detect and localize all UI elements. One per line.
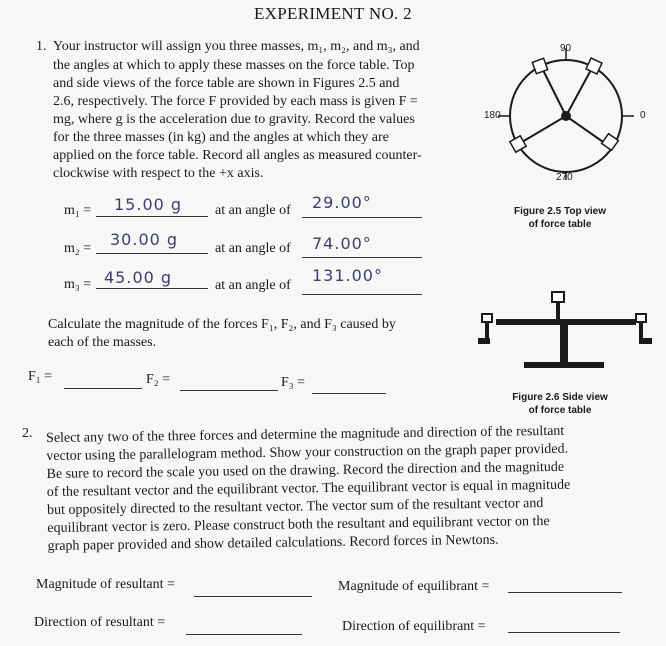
m2-angle-value[interactable]: 74.00° [312,234,372,253]
item1-line-5: mg, where g is the acceleration due to gravity. Record the values [53,112,415,127]
calc-line-1: Calculate the magnitude of the forces F₁, F₂, and F₃ caused by [48,317,396,332]
table-top [496,319,636,325]
direction-equilibrant-line[interactable] [508,632,620,633]
m2-angle-underline [302,257,422,258]
m1-value[interactable]: 15.00 g [114,195,183,214]
figure-2-5-caption [490,205,630,231]
m2-underline [96,253,208,254]
m3-label: m₃ = [64,277,92,292]
string-3 [522,116,566,142]
side-pulley-right [636,314,646,322]
angle-270-label: 270 [556,172,573,183]
m1-angle-value[interactable]: 29.00° [312,193,372,212]
f1-label: F₁ = [28,369,53,384]
f1-answer-line[interactable] [64,388,142,389]
figure-2-6-caption [490,391,630,417]
pulley-2 [602,134,619,151]
table-base [524,362,604,368]
force-table-top-view [476,40,652,190]
direction-equilibrant-label: Direction of equilibrant = [342,619,486,634]
m3-angle-underline [302,294,422,295]
angle-0-label: 0 [640,110,646,121]
f2-label: F₂ = [146,372,171,387]
m2-value[interactable]: 30.00 g [110,230,179,249]
item1-line-2: the angles at which to apply these masses on the force table. Top [53,58,415,73]
force-table-side-view [474,286,654,382]
figure-2-5-caption-line2: of force table [528,219,592,230]
m3-angle-value[interactable]: 131.00° [312,266,383,285]
item1-line-8: clockwise with respect to the +x axis. [53,166,264,181]
direction-resultant-label: Direction of resultant = [34,615,166,630]
m2-angle-label: at an angle of [215,241,291,256]
string-4 [566,68,592,116]
pulley-1 [532,58,547,73]
angle-180-label: 180 [484,110,501,121]
item2-number: 2. [22,426,33,441]
item2-line-7: graph paper provided and show detailed calculations. Record forces in Newtons. [47,532,499,554]
item1-line-3: and side views of the force table are shown in Figures 2.5 and [53,76,400,91]
m1-label: m₁ = [64,203,92,218]
item2-line-3: Be sure to record the scale you used on the drawing. Record the direction and the magnitude [46,459,565,482]
figure-2-6-caption-line1: Figure 2.6 Side view [512,392,608,403]
m3-underline [96,288,208,289]
table-leg [560,325,568,363]
m1-angle-underline [302,217,422,218]
item2-line-5: but oppositely directed to the resultant vector. The vector sum of the resultant vector and [47,496,544,518]
item2-text-block [46,422,648,560]
item1-line-1: Your instructor will assign you three masses, m₁, m₂, and m₃, and [53,39,420,54]
item2-line-4: of the resultant vector and the equilibrant vector. The equilibrant vector is equal in magnitude [46,477,571,500]
item1-line-7: applied on the force table. Record all angles as measured counter- [53,148,422,163]
item1-number: 1. [36,39,47,54]
angle-90-label: 90 [560,43,572,54]
hanging-mass-left [478,338,490,344]
pulley-3 [510,136,526,152]
f3-label: F₃ = [281,375,306,390]
magnitude-equilibrant-line[interactable] [508,592,622,593]
side-pulley-left [482,314,492,322]
magnitude-resultant-label: Magnitude of resultant = [36,577,175,592]
item1-line-4: 2.6, respectively. The force F provided by each mass is given F = [53,94,418,109]
item1-line-6: for the three masses (in kg) and the angles at which they are [53,130,389,145]
item2-line-1: Select any two of the three forces and determine the magnitude and direction of the resultant [46,423,565,446]
figure-2-6-caption-line2: of force table [528,405,592,416]
center-post-cap [552,292,564,302]
item2-line-2: vector using the parallelogram method. Show your construction on the graph paper provided. [46,441,569,464]
m1-underline [96,216,208,217]
center-ring [561,111,571,121]
direction-resultant-line[interactable] [186,634,302,635]
hanging-mass-right [640,338,652,344]
calc-line-2: each of the masses. [48,335,157,350]
magnitude-resultant-line[interactable] [194,596,312,597]
f3-answer-line[interactable] [312,393,386,394]
string-1 [542,68,566,116]
magnitude-equilibrant-label: Magnitude of equilibrant = [338,579,490,594]
m1-angle-label: at an angle of [215,203,291,218]
string-2 [566,116,606,144]
f2-answer-line[interactable] [180,390,278,391]
m3-value[interactable]: 45.00 g [104,268,173,287]
page-title: EXPERIMENT NO. 2 [254,4,412,23]
figure-2-5-caption-line1: Figure 2.5 Top view [513,206,607,217]
m3-angle-label: at an angle of [215,278,291,293]
m2-label: m₂ = [64,241,92,256]
item2-line-6: equilibrant vector is zero. Please construct both the resultant and equilibrant vector on the [47,513,550,536]
